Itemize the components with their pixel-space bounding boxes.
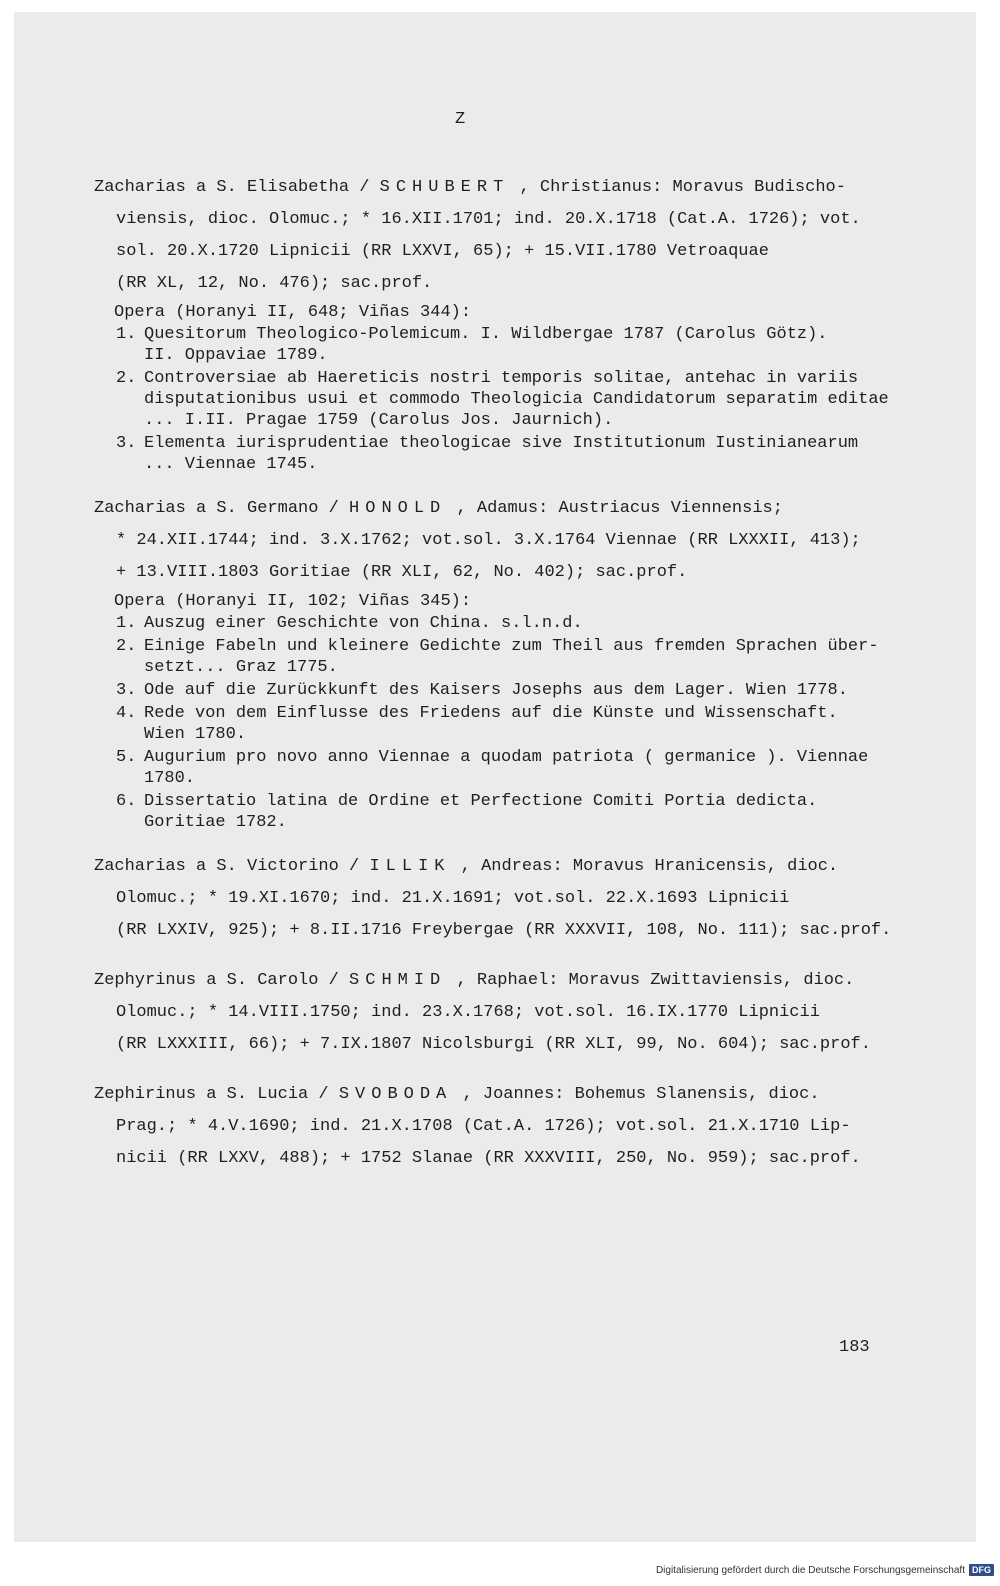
bio-line: Prag.; * 4.V.1690; ind. 21.X.1708 (Cat.A. 1726); vot.sol. 21.X.1710 Lip- bbox=[116, 1117, 851, 1136]
work-line: Goritiae 1782. bbox=[144, 813, 287, 832]
surname: HONOLD bbox=[349, 499, 447, 518]
footer-text: Digitalisierung gefördert durch die Deutsche Forschungsgemeinschaft bbox=[655, 1564, 965, 1576]
religious-name: Zephyrinus a S. Carolo / bbox=[94, 971, 339, 990]
entries-list bbox=[94, 172, 914, 1193]
work-line: Ode auf die Zurückkunft des Kaisers Josephs aus dem Lager. Wien 1778. bbox=[144, 681, 848, 700]
bio-line: (RR LXXXIII, 66); + 7.IX.1807 Nicolsburgi (RR XLI, 99, No. 604); sac.prof. bbox=[116, 1035, 871, 1054]
footer bbox=[656, 1564, 994, 1576]
bio-line: viensis, dioc. Olomuc.; * 16.XII.1701; ind. 20.X.1718 (Cat.A. 1726); vot. bbox=[116, 210, 861, 229]
work-line: 1780. bbox=[144, 769, 196, 788]
bio-line: sol. 20.X.1720 Lipnicii (RR LXXVI, 65); + 15.VII.1780 Vetroaquae bbox=[116, 242, 769, 261]
work-item bbox=[94, 324, 914, 366]
opera-heading: Opera (Horanyi II, 648; Viñas 344): bbox=[114, 303, 472, 322]
entry-heading bbox=[94, 1079, 914, 1111]
work-line: Rede von dem Einflusse des Friedens auf die Künste und Wissenschaft. bbox=[144, 704, 838, 723]
bio-line: (RR XL, 12, No. 476); sac.prof. bbox=[116, 274, 433, 293]
scanned-page bbox=[14, 12, 976, 1542]
work-line: ... Viennae 1745. bbox=[144, 455, 318, 474]
work-line: disputationibus usui et commodo Theologicia Candidatorum separatim editae bbox=[144, 390, 889, 409]
page-number: 183 bbox=[839, 1338, 870, 1357]
work-item bbox=[94, 613, 914, 634]
work-number: 5. bbox=[116, 748, 137, 767]
work-number: 1. bbox=[116, 325, 137, 344]
work-item bbox=[94, 433, 914, 475]
religious-name: Zacharias a S. Elisabetha / bbox=[94, 178, 370, 197]
surname: SCHUBERT bbox=[379, 178, 510, 197]
religious-name: Zephirinus a S. Lucia / bbox=[94, 1085, 329, 1104]
work-line: setzt... Graz 1775. bbox=[144, 658, 338, 677]
bio-line: * 24.XII.1744; ind. 3.X.1762; vot.sol. 3.X.1764 Viennae (RR LXXXII, 413); bbox=[116, 531, 861, 550]
entry bbox=[94, 851, 914, 947]
entry-heading bbox=[94, 851, 914, 883]
work-line: Augurium pro novo anno Viennae a quodam patriota ( germanice ). Viennae bbox=[144, 748, 869, 767]
work-line: Dissertatio latina de Ordine et Perfectione Comiti Portia dedicta. bbox=[144, 792, 818, 811]
work-number: 3. bbox=[116, 434, 137, 453]
surname: ILLIK bbox=[369, 857, 451, 876]
given-name-origin: , Joannes: Bohemus Slanensis, dioc. bbox=[462, 1085, 820, 1104]
work-number: 2. bbox=[116, 637, 137, 656]
work-number: 2. bbox=[116, 369, 137, 388]
work-line: Einige Fabeln und kleinere Gedichte zum Theil aus fremden Sprachen über- bbox=[144, 637, 879, 656]
works-list bbox=[94, 324, 914, 475]
given-name-origin: , Christianus: Moravus Budischo- bbox=[519, 178, 846, 197]
work-number: 4. bbox=[116, 704, 137, 723]
work-item bbox=[94, 747, 914, 789]
entry-heading bbox=[94, 172, 914, 204]
bio-line: Olomuc.; * 14.VIII.1750; ind. 23.X.1768; vot.sol. 16.IX.1770 Lipnicii bbox=[116, 1003, 820, 1022]
bio-line: Olomuc.; * 19.XI.1670; ind. 21.X.1691; vot.sol. 22.X.1693 Lipnicii bbox=[116, 889, 790, 908]
work-item bbox=[94, 368, 914, 431]
given-name-origin: , Raphael: Moravus Zwittaviensis, dioc. bbox=[456, 971, 855, 990]
work-line: Wien 1780. bbox=[144, 725, 247, 744]
entry bbox=[94, 493, 914, 833]
work-number: 6. bbox=[116, 792, 137, 811]
work-item bbox=[94, 791, 914, 833]
work-line: Controversiae ab Haereticis nostri temporis solitae, antehac in variis bbox=[144, 369, 859, 388]
work-line: Quesitorum Theologico-Polemicum. I. Wildbergae 1787 (Carolus Götz). bbox=[144, 325, 828, 344]
works-list bbox=[94, 613, 914, 833]
surname: SCHMID bbox=[349, 971, 447, 990]
entry bbox=[94, 172, 914, 475]
work-line: II. Oppaviae 1789. bbox=[144, 346, 328, 365]
work-line: Elementa iurisprudentiae theologicae sive Institutionum Iustinianearum bbox=[144, 434, 859, 453]
section-letter: Z bbox=[455, 110, 466, 129]
entry-heading bbox=[94, 965, 914, 997]
religious-name: Zacharias a S. Victorino / bbox=[94, 857, 360, 876]
entry bbox=[94, 965, 914, 1061]
entry-heading bbox=[94, 493, 914, 525]
bio-line: nicii (RR LXXV, 488); + 1752 Slanae (RR XXXVIII, 250, No. 959); sac.prof. bbox=[116, 1149, 861, 1168]
bio-line: (RR LXXIV, 925); + 8.II.1716 Freybergae (RR XXXVII, 108, No. 111); sac.prof. bbox=[116, 921, 892, 940]
work-line: Auszug einer Geschichte von China. s.l.n.d. bbox=[144, 614, 583, 633]
entry bbox=[94, 1079, 914, 1175]
surname: SVOBODA bbox=[338, 1085, 453, 1104]
work-item bbox=[94, 636, 914, 678]
work-item bbox=[94, 680, 914, 701]
work-line: ... I.II. Pragae 1759 (Carolus Jos. Jaurnich). bbox=[144, 411, 614, 430]
work-item bbox=[94, 703, 914, 745]
opera-heading: Opera (Horanyi II, 102; Viñas 345): bbox=[114, 592, 472, 611]
work-number: 3. bbox=[116, 681, 137, 700]
bio-line: + 13.VIII.1803 Goritiae (RR XLI, 62, No. 402); sac.prof. bbox=[116, 563, 688, 582]
given-name-origin: , Andreas: Moravus Hranicensis, dioc. bbox=[460, 857, 839, 876]
religious-name: Zacharias a S. Germano / bbox=[94, 499, 339, 518]
given-name-origin: , Adamus: Austriacus Viennensis; bbox=[456, 499, 783, 518]
dfg-logo: DFG bbox=[969, 1564, 994, 1576]
work-number: 1. bbox=[116, 614, 137, 633]
